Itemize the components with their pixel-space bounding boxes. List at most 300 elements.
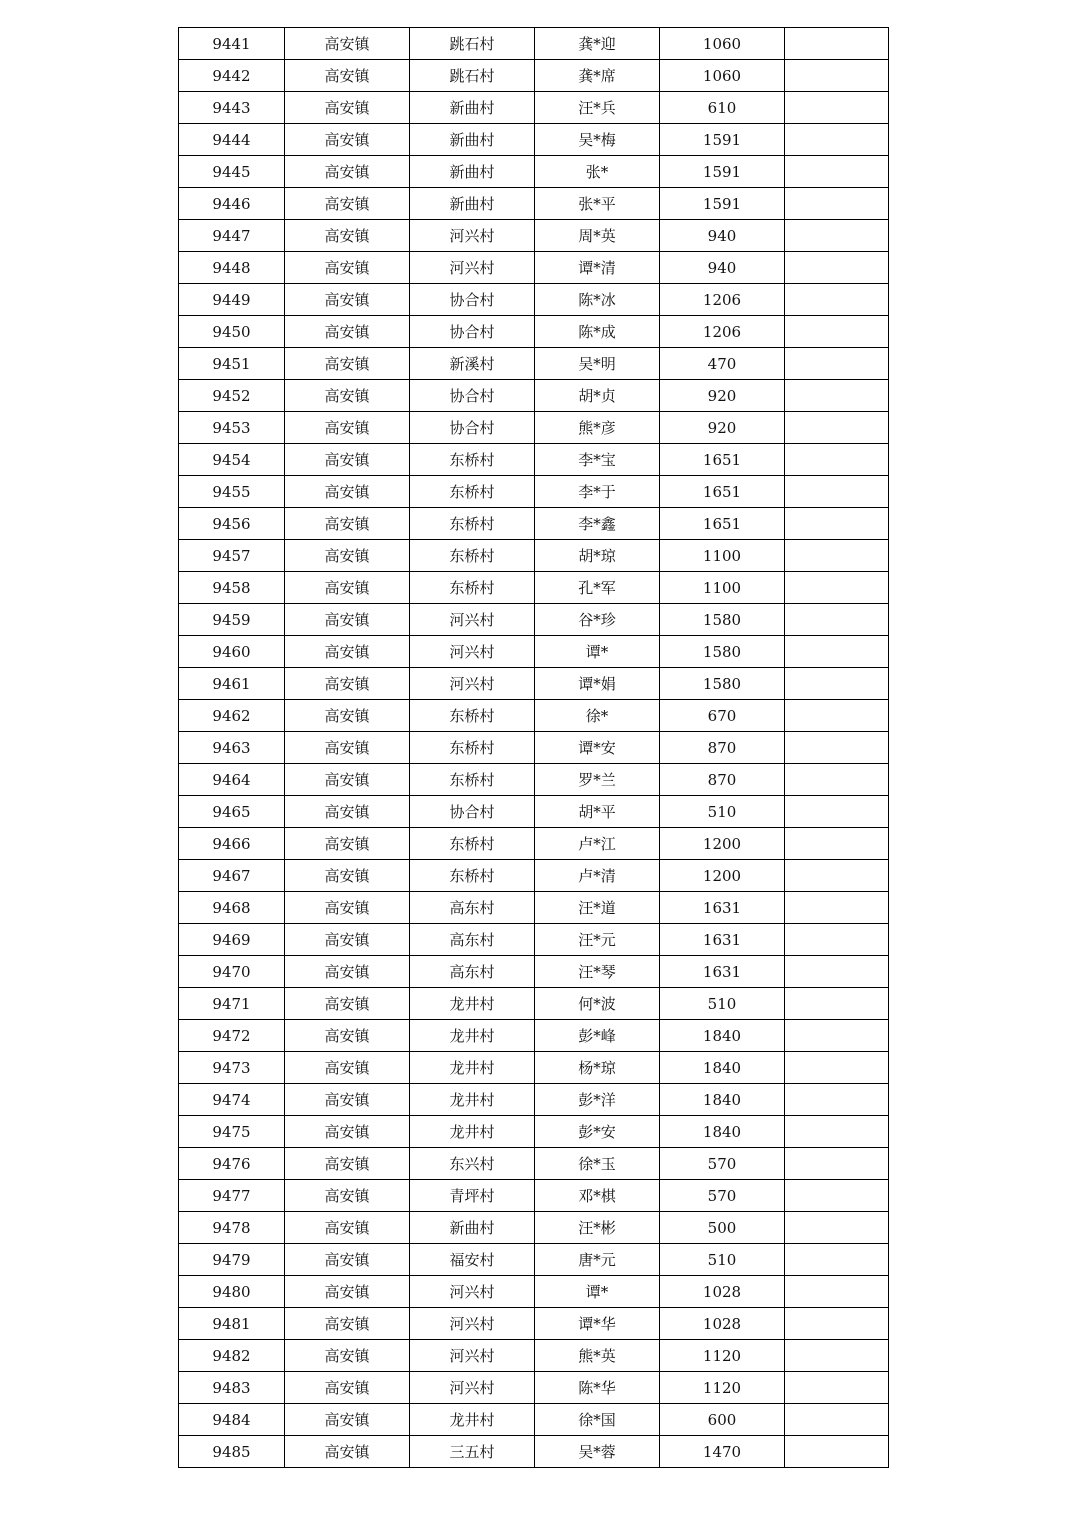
cell-village: 东桥村: [410, 860, 535, 892]
table-row: [179, 860, 889, 892]
cell-town: 高安镇: [285, 988, 410, 1020]
cell-town: 高安镇: [285, 444, 410, 476]
cell-town: 高安镇: [285, 316, 410, 348]
cell-village: 高东村: [410, 956, 535, 988]
cell-town: 高安镇: [285, 700, 410, 732]
table-row: [179, 476, 889, 508]
cell-note: [785, 1244, 889, 1276]
table-row: [179, 1436, 889, 1468]
cell-note: [785, 860, 889, 892]
cell-name: 吴*明: [535, 348, 660, 380]
table-row: [179, 1148, 889, 1180]
cell-serial-number: 9467: [179, 860, 285, 892]
cell-amount: 670: [660, 700, 785, 732]
cell-village: 东兴村: [410, 1148, 535, 1180]
cell-amount: 940: [660, 252, 785, 284]
cell-town: 高安镇: [285, 796, 410, 828]
cell-village: 高东村: [410, 924, 535, 956]
cell-village: 龙井村: [410, 1116, 535, 1148]
cell-note: [785, 732, 889, 764]
cell-town: 高安镇: [285, 1020, 410, 1052]
cell-serial-number: 9482: [179, 1340, 285, 1372]
cell-name: 陈*冰: [535, 284, 660, 316]
cell-note: [785, 540, 889, 572]
cell-serial-number: 9441: [179, 28, 285, 60]
cell-serial-number: 9477: [179, 1180, 285, 1212]
cell-serial-number: 9447: [179, 220, 285, 252]
table-row: [179, 1308, 889, 1340]
table-row: [179, 188, 889, 220]
cell-serial-number: 9465: [179, 796, 285, 828]
cell-village: 协合村: [410, 380, 535, 412]
cell-serial-number: 9451: [179, 348, 285, 380]
cell-village: 河兴村: [410, 1276, 535, 1308]
cell-village: 青坪村: [410, 1180, 535, 1212]
table-row: [179, 540, 889, 572]
cell-town: 高安镇: [285, 60, 410, 92]
cell-name: 龚*席: [535, 60, 660, 92]
cell-town: 高安镇: [285, 924, 410, 956]
cell-village: 东桥村: [410, 444, 535, 476]
cell-amount: 1470: [660, 1436, 785, 1468]
cell-amount: 870: [660, 732, 785, 764]
cell-serial-number: 9462: [179, 700, 285, 732]
cell-note: [785, 124, 889, 156]
cell-village: 东桥村: [410, 828, 535, 860]
cell-amount: 1120: [660, 1372, 785, 1404]
cell-serial-number: 9466: [179, 828, 285, 860]
cell-serial-number: 9472: [179, 1020, 285, 1052]
cell-serial-number: 9485: [179, 1436, 285, 1468]
cell-town: 高安镇: [285, 956, 410, 988]
cell-serial-number: 9452: [179, 380, 285, 412]
cell-town: 高安镇: [285, 124, 410, 156]
cell-village: 龙井村: [410, 1404, 535, 1436]
cell-serial-number: 9481: [179, 1308, 285, 1340]
cell-amount: 1060: [660, 60, 785, 92]
table-row: [179, 124, 889, 156]
cell-town: 高安镇: [285, 1436, 410, 1468]
table-row: [179, 604, 889, 636]
cell-note: [785, 956, 889, 988]
cell-village: 龙井村: [410, 1020, 535, 1052]
table-row: [179, 1276, 889, 1308]
cell-town: 高安镇: [285, 1212, 410, 1244]
cell-note: [785, 1436, 889, 1468]
cell-village: 河兴村: [410, 220, 535, 252]
table-row: [179, 252, 889, 284]
cell-town: 高安镇: [285, 348, 410, 380]
cell-serial-number: 9463: [179, 732, 285, 764]
cell-town: 高安镇: [285, 92, 410, 124]
cell-name: 谭*: [535, 1276, 660, 1308]
cell-amount: 1206: [660, 316, 785, 348]
cell-name: 张*: [535, 156, 660, 188]
cell-village: 新曲村: [410, 188, 535, 220]
table-row: [179, 764, 889, 796]
cell-note: [785, 988, 889, 1020]
table-row: [179, 988, 889, 1020]
cell-village: 东桥村: [410, 508, 535, 540]
cell-village: 三五村: [410, 1436, 535, 1468]
cell-name: 孔*军: [535, 572, 660, 604]
cell-village: 河兴村: [410, 668, 535, 700]
cell-town: 高安镇: [285, 476, 410, 508]
cell-amount: 1840: [660, 1052, 785, 1084]
cell-name: 谭*清: [535, 252, 660, 284]
table-row: [179, 1084, 889, 1116]
table-row: [179, 1404, 889, 1436]
cell-name: 汪*彬: [535, 1212, 660, 1244]
cell-serial-number: 9468: [179, 892, 285, 924]
cell-amount: 1580: [660, 668, 785, 700]
cell-amount: 600: [660, 1404, 785, 1436]
table-row: [179, 284, 889, 316]
cell-note: [785, 1180, 889, 1212]
cell-amount: 610: [660, 92, 785, 124]
table-row: [179, 60, 889, 92]
cell-name: 胡*平: [535, 796, 660, 828]
cell-note: [785, 1084, 889, 1116]
cell-serial-number: 9442: [179, 60, 285, 92]
cell-town: 高安镇: [285, 636, 410, 668]
cell-amount: 510: [660, 988, 785, 1020]
cell-town: 高安镇: [285, 860, 410, 892]
table-row: [179, 444, 889, 476]
cell-village: 河兴村: [410, 1372, 535, 1404]
cell-village: 协合村: [410, 316, 535, 348]
cell-serial-number: 9484: [179, 1404, 285, 1436]
cell-village: 新曲村: [410, 1212, 535, 1244]
cell-name: 唐*元: [535, 1244, 660, 1276]
cell-amount: 500: [660, 1212, 785, 1244]
cell-amount: 1651: [660, 444, 785, 476]
table-row: [179, 156, 889, 188]
cell-serial-number: 9446: [179, 188, 285, 220]
cell-name: 彭*洋: [535, 1084, 660, 1116]
cell-note: [785, 92, 889, 124]
cell-name: 汪*兵: [535, 92, 660, 124]
cell-town: 高安镇: [285, 1148, 410, 1180]
cell-amount: 1591: [660, 156, 785, 188]
cell-note: [785, 1308, 889, 1340]
cell-serial-number: 9457: [179, 540, 285, 572]
table-row: [179, 220, 889, 252]
table-row: [179, 828, 889, 860]
cell-town: 高安镇: [285, 508, 410, 540]
cell-village: 河兴村: [410, 1340, 535, 1372]
table-row: [179, 572, 889, 604]
cell-amount: 510: [660, 1244, 785, 1276]
cell-note: [785, 60, 889, 92]
cell-name: 杨*琼: [535, 1052, 660, 1084]
cell-name: 谷*珍: [535, 604, 660, 636]
table-row: [179, 700, 889, 732]
cell-note: [785, 508, 889, 540]
cell-note: [785, 828, 889, 860]
cell-amount: 570: [660, 1148, 785, 1180]
table-row: [179, 380, 889, 412]
cell-name: 胡*琼: [535, 540, 660, 572]
cell-note: [785, 220, 889, 252]
cell-town: 高安镇: [285, 1180, 410, 1212]
cell-village: 跳石村: [410, 28, 535, 60]
cell-name: 徐*国: [535, 1404, 660, 1436]
table-row: [179, 956, 889, 988]
cell-amount: 1840: [660, 1116, 785, 1148]
cell-village: 东桥村: [410, 476, 535, 508]
cell-note: [785, 796, 889, 828]
cell-serial-number: 9458: [179, 572, 285, 604]
cell-town: 高安镇: [285, 604, 410, 636]
table-row: [179, 924, 889, 956]
cell-village: 新曲村: [410, 92, 535, 124]
cell-serial-number: 9453: [179, 412, 285, 444]
cell-serial-number: 9476: [179, 1148, 285, 1180]
cell-town: 高安镇: [285, 412, 410, 444]
cell-serial-number: 9461: [179, 668, 285, 700]
cell-note: [785, 412, 889, 444]
cell-note: [785, 572, 889, 604]
cell-name: 龚*迎: [535, 28, 660, 60]
cell-town: 高安镇: [285, 1084, 410, 1116]
cell-note: [785, 1212, 889, 1244]
cell-name: 罗*兰: [535, 764, 660, 796]
cell-town: 高安镇: [285, 1340, 410, 1372]
cell-amount: 570: [660, 1180, 785, 1212]
cell-name: 彭*安: [535, 1116, 660, 1148]
cell-name: 吴*梅: [535, 124, 660, 156]
table-row: [179, 508, 889, 540]
cell-name: 李*宝: [535, 444, 660, 476]
cell-amount: 1028: [660, 1276, 785, 1308]
cell-name: 胡*贞: [535, 380, 660, 412]
cell-village: 新曲村: [410, 124, 535, 156]
cell-amount: 1631: [660, 924, 785, 956]
cell-note: [785, 380, 889, 412]
table-row: [179, 316, 889, 348]
cell-amount: 1651: [660, 476, 785, 508]
cell-serial-number: 9448: [179, 252, 285, 284]
cell-note: [785, 1020, 889, 1052]
cell-amount: 1200: [660, 860, 785, 892]
cell-amount: 510: [660, 796, 785, 828]
cell-serial-number: 9450: [179, 316, 285, 348]
cell-name: 谭*安: [535, 732, 660, 764]
table-row: [179, 1052, 889, 1084]
cell-serial-number: 9478: [179, 1212, 285, 1244]
cell-amount: 1840: [660, 1020, 785, 1052]
cell-town: 高安镇: [285, 188, 410, 220]
cell-name: 谭*娟: [535, 668, 660, 700]
records-table: [178, 27, 889, 1468]
cell-town: 高安镇: [285, 252, 410, 284]
cell-town: 高安镇: [285, 1052, 410, 1084]
cell-serial-number: 9449: [179, 284, 285, 316]
cell-serial-number: 9460: [179, 636, 285, 668]
cell-village: 河兴村: [410, 636, 535, 668]
cell-amount: 920: [660, 380, 785, 412]
cell-note: [785, 316, 889, 348]
cell-village: 龙井村: [410, 1084, 535, 1116]
cell-serial-number: 9470: [179, 956, 285, 988]
cell-serial-number: 9443: [179, 92, 285, 124]
cell-note: [785, 284, 889, 316]
table-row: [179, 1372, 889, 1404]
cell-serial-number: 9480: [179, 1276, 285, 1308]
cell-serial-number: 9456: [179, 508, 285, 540]
cell-town: 高安镇: [285, 892, 410, 924]
table-row: [179, 1116, 889, 1148]
cell-name: 汪*道: [535, 892, 660, 924]
cell-serial-number: 9444: [179, 124, 285, 156]
cell-town: 高安镇: [285, 1308, 410, 1340]
cell-note: [785, 252, 889, 284]
table-row: [179, 732, 889, 764]
cell-town: 高安镇: [285, 572, 410, 604]
cell-amount: 1591: [660, 188, 785, 220]
cell-town: 高安镇: [285, 380, 410, 412]
cell-amount: 470: [660, 348, 785, 380]
cell-name: 陈*华: [535, 1372, 660, 1404]
cell-name: 卢*清: [535, 860, 660, 892]
cell-town: 高安镇: [285, 732, 410, 764]
table-row: [179, 28, 889, 60]
table-row: [179, 668, 889, 700]
cell-note: [785, 1340, 889, 1372]
cell-town: 高安镇: [285, 1372, 410, 1404]
cell-village: 河兴村: [410, 252, 535, 284]
cell-amount: 1100: [660, 572, 785, 604]
cell-village: 协合村: [410, 796, 535, 828]
table-row: [179, 796, 889, 828]
cell-name: 吴*蓉: [535, 1436, 660, 1468]
cell-town: 高安镇: [285, 828, 410, 860]
cell-town: 高安镇: [285, 764, 410, 796]
cell-amount: 920: [660, 412, 785, 444]
cell-serial-number: 9464: [179, 764, 285, 796]
cell-town: 高安镇: [285, 1116, 410, 1148]
table-row: [179, 1180, 889, 1212]
table-row: [179, 412, 889, 444]
table-row: [179, 892, 889, 924]
cell-note: [785, 700, 889, 732]
cell-note: [785, 1372, 889, 1404]
cell-amount: 1580: [660, 636, 785, 668]
cell-note: [785, 924, 889, 956]
cell-village: 新曲村: [410, 156, 535, 188]
cell-amount: 1651: [660, 508, 785, 540]
cell-name: 熊*英: [535, 1340, 660, 1372]
cell-town: 高安镇: [285, 156, 410, 188]
cell-note: [785, 668, 889, 700]
cell-name: 谭*: [535, 636, 660, 668]
cell-village: 协合村: [410, 284, 535, 316]
table-row: [179, 348, 889, 380]
cell-name: 徐*: [535, 700, 660, 732]
cell-town: 高安镇: [285, 28, 410, 60]
cell-name: 何*波: [535, 988, 660, 1020]
cell-village: 协合村: [410, 412, 535, 444]
cell-village: 新溪村: [410, 348, 535, 380]
cell-village: 高东村: [410, 892, 535, 924]
cell-note: [785, 636, 889, 668]
cell-town: 高安镇: [285, 540, 410, 572]
cell-village: 东桥村: [410, 572, 535, 604]
cell-village: 福安村: [410, 1244, 535, 1276]
cell-name: 李*于: [535, 476, 660, 508]
cell-village: 河兴村: [410, 604, 535, 636]
cell-amount: 1028: [660, 1308, 785, 1340]
cell-serial-number: 9469: [179, 924, 285, 956]
cell-amount: 1840: [660, 1084, 785, 1116]
cell-amount: 1200: [660, 828, 785, 860]
records-table-body: [179, 28, 889, 1468]
cell-name: 邓*棋: [535, 1180, 660, 1212]
cell-town: 高安镇: [285, 220, 410, 252]
cell-amount: 1100: [660, 540, 785, 572]
cell-serial-number: 9483: [179, 1372, 285, 1404]
cell-note: [785, 156, 889, 188]
cell-town: 高安镇: [285, 668, 410, 700]
table-row: [179, 1212, 889, 1244]
cell-name: 汪*琴: [535, 956, 660, 988]
cell-note: [785, 1276, 889, 1308]
table-row: [179, 1340, 889, 1372]
cell-serial-number: 9455: [179, 476, 285, 508]
table-row: [179, 1020, 889, 1052]
cell-serial-number: 9454: [179, 444, 285, 476]
cell-name: 汪*元: [535, 924, 660, 956]
cell-note: [785, 892, 889, 924]
cell-serial-number: 9475: [179, 1116, 285, 1148]
cell-note: [785, 1148, 889, 1180]
cell-village: 跳石村: [410, 60, 535, 92]
cell-town: 高安镇: [285, 1276, 410, 1308]
cell-note: [785, 476, 889, 508]
cell-name: 李*鑫: [535, 508, 660, 540]
cell-village: 龙井村: [410, 988, 535, 1020]
cell-village: 龙井村: [410, 1052, 535, 1084]
cell-town: 高安镇: [285, 1404, 410, 1436]
cell-name: 陈*成: [535, 316, 660, 348]
cell-name: 周*英: [535, 220, 660, 252]
cell-amount: 1631: [660, 956, 785, 988]
cell-note: [785, 1404, 889, 1436]
cell-note: [785, 1116, 889, 1148]
cell-serial-number: 9473: [179, 1052, 285, 1084]
cell-amount: 1120: [660, 1340, 785, 1372]
cell-name: 谭*华: [535, 1308, 660, 1340]
cell-amount: 1206: [660, 284, 785, 316]
cell-name: 卢*江: [535, 828, 660, 860]
cell-name: 徐*玉: [535, 1148, 660, 1180]
cell-note: [785, 604, 889, 636]
cell-amount: 1060: [660, 28, 785, 60]
table-row: [179, 1244, 889, 1276]
cell-serial-number: 9474: [179, 1084, 285, 1116]
cell-village: 东桥村: [410, 764, 535, 796]
cell-note: [785, 444, 889, 476]
cell-village: 东桥村: [410, 732, 535, 764]
cell-village: 东桥村: [410, 540, 535, 572]
cell-note: [785, 1052, 889, 1084]
cell-serial-number: 9479: [179, 1244, 285, 1276]
cell-amount: 1631: [660, 892, 785, 924]
cell-amount: 870: [660, 764, 785, 796]
cell-amount: 940: [660, 220, 785, 252]
cell-name: 张*平: [535, 188, 660, 220]
